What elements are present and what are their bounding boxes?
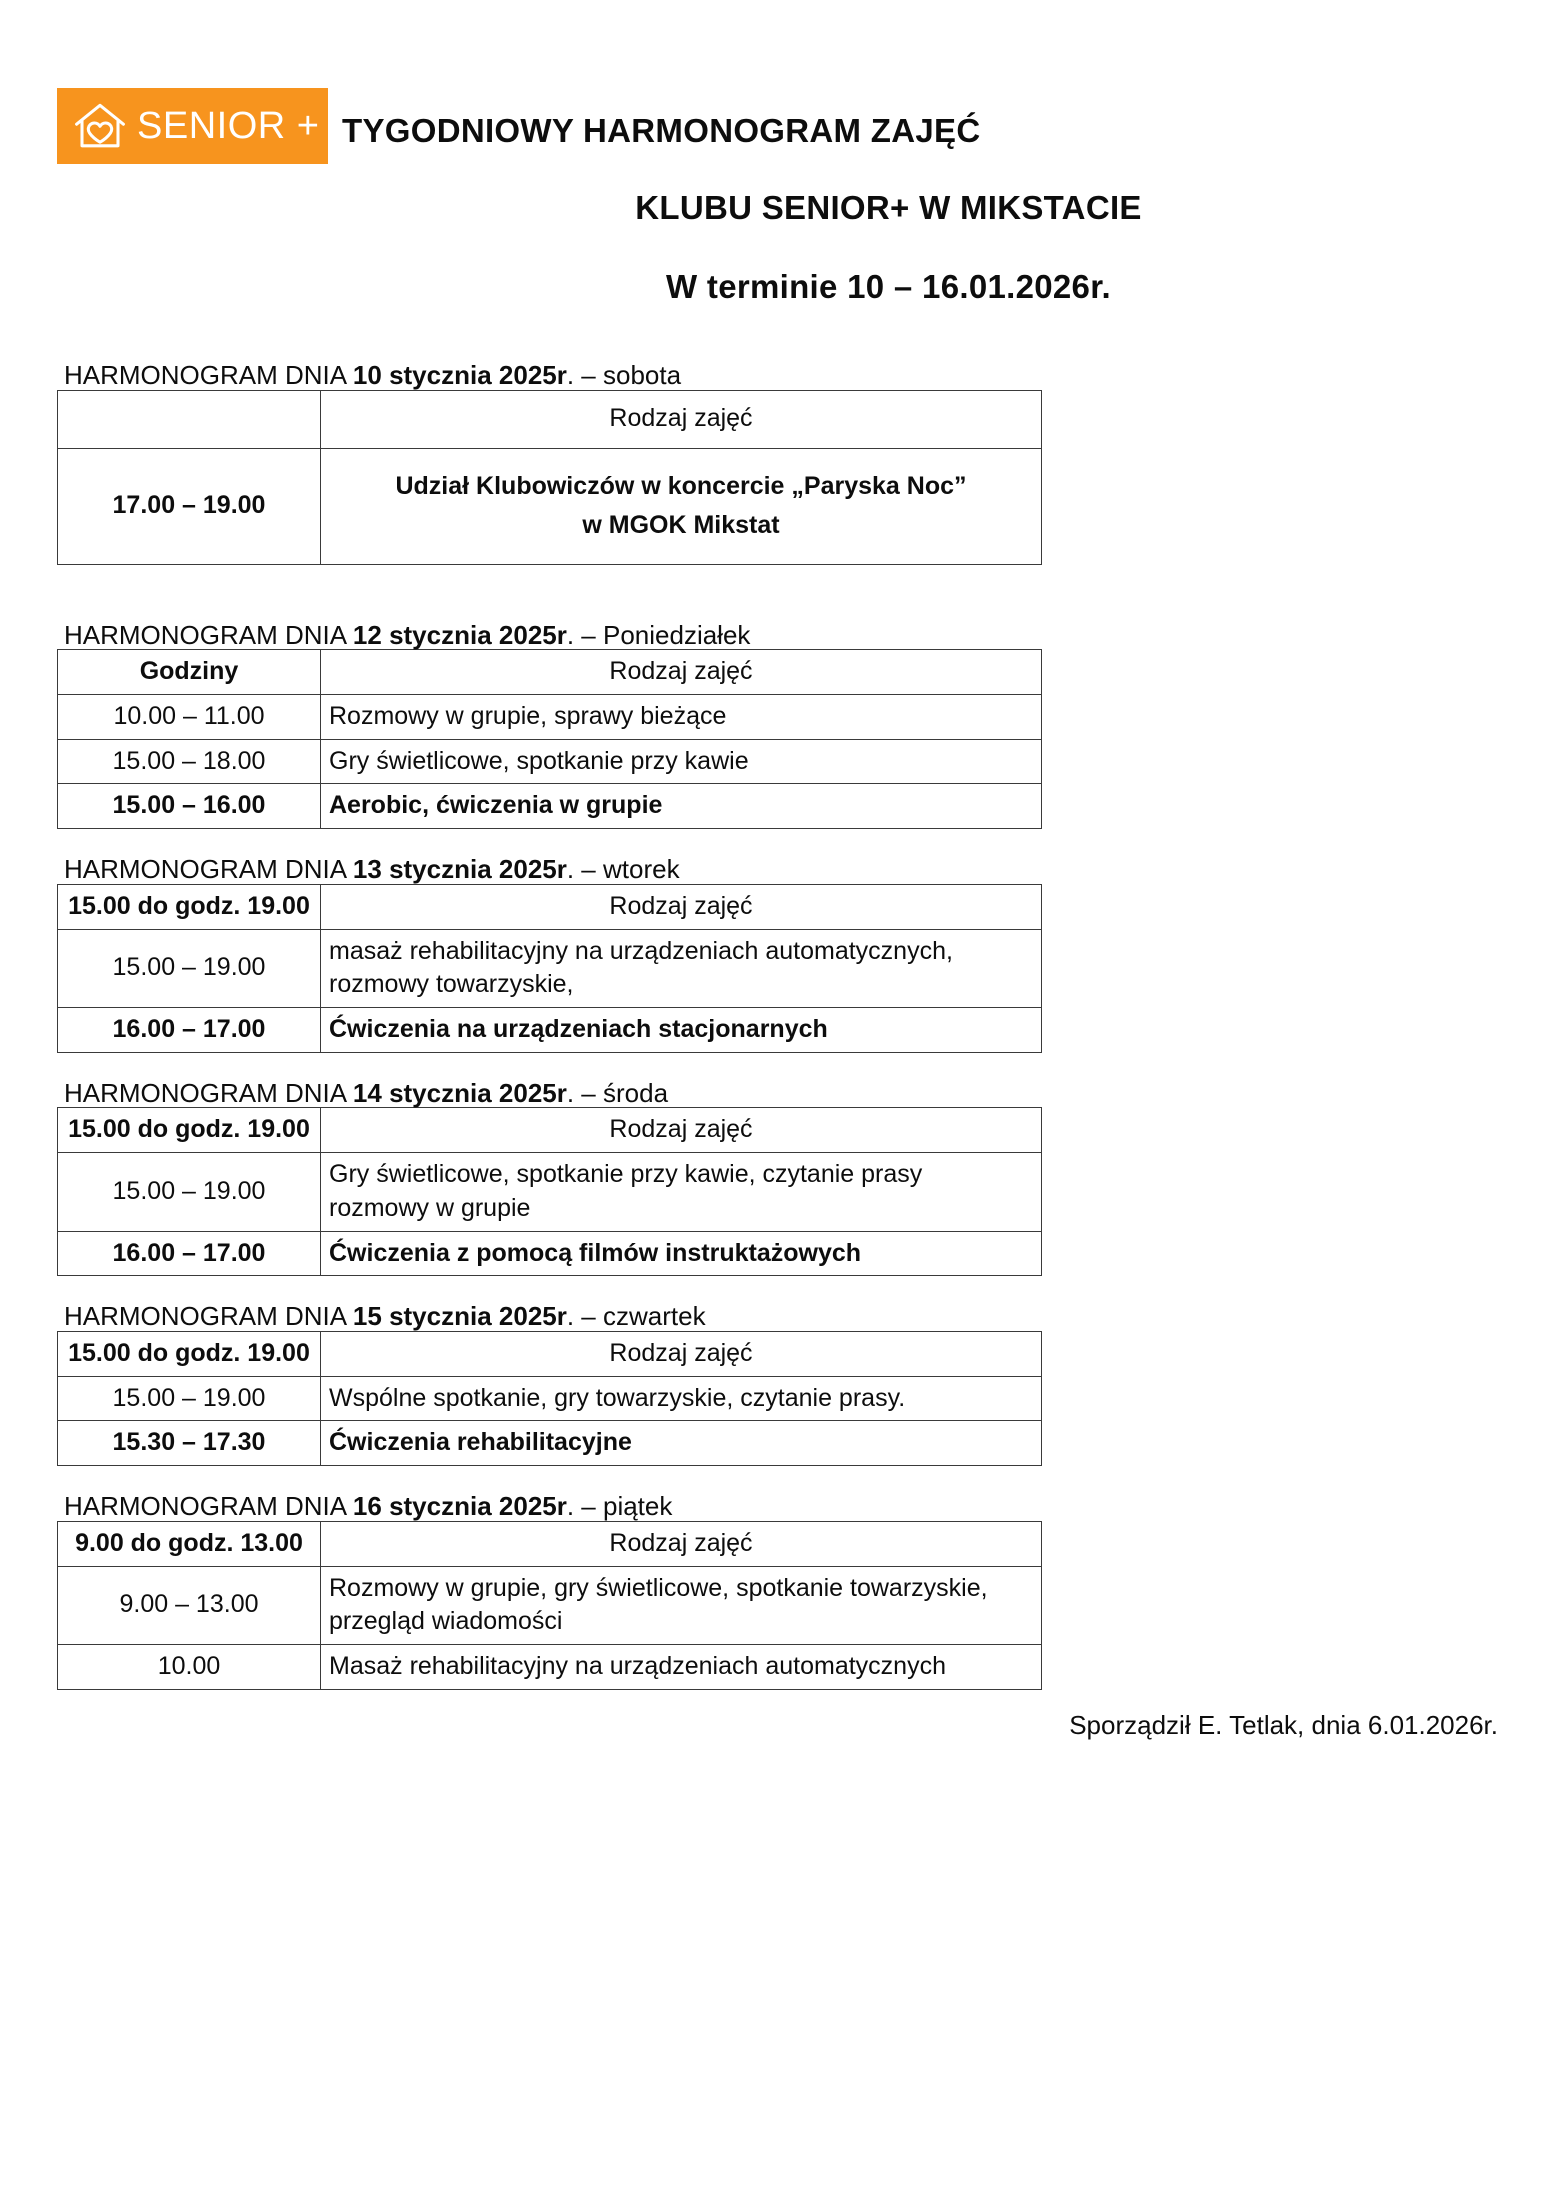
document-header (0, 0, 1555, 303)
block-spacer (0, 1276, 1555, 1302)
prepared-by-footer: Sporządził E. Tetlak, dnia 6.01.2026r. (1069, 1709, 1498, 1740)
block-spacer (0, 829, 1555, 855)
row-activity (321, 739, 1042, 784)
activity-line: Ćwiczenia rehabilitacyjne (329, 1428, 632, 1457)
table-header-row (58, 390, 1042, 448)
day-heading-date: 15 stycznia 2025r (352, 1301, 567, 1332)
page-title-line-2: KLUBU SENIOR+ W MIKSTACIE (635, 189, 1142, 226)
table-row (58, 784, 1042, 829)
row-activity (321, 694, 1042, 739)
title-block (328, 88, 1555, 303)
activity-line: masaż rehabilitacyjny na urządzeniach automatycznych, (329, 936, 953, 965)
day-heading-prefix: HARMONOGRAM DNIA (64, 1301, 353, 1332)
day-heading-suffix: . – sobota (566, 360, 682, 390)
day-heading (0, 1492, 1555, 1521)
row-activity (321, 1153, 1042, 1232)
day-heading-suffix: . – środa (566, 1077, 669, 1108)
activity-line: Rozmowy w grupie, sprawy bieżące (329, 701, 727, 730)
column-header-hours: 15.00 do godz. 19.00 (58, 1108, 321, 1153)
column-header-hours: 15.00 do godz. 19.00 (58, 884, 321, 929)
day-heading-date: 16 stycznia 2025r (352, 1491, 567, 1522)
table-row (58, 1421, 1042, 1466)
day-schedule-table (57, 1107, 1042, 1276)
table-header-row (58, 1331, 1042, 1376)
day-heading (0, 1079, 1555, 1108)
day-schedule-table (57, 390, 1042, 565)
day-heading-prefix: HARMONOGRAM DNIA (64, 360, 353, 390)
table-header-row (58, 1521, 1042, 1566)
day-heading-suffix: . – Poniedziałek (566, 619, 751, 650)
activity-line: Rozmowy w grupie, gry świetlicowe, spotkanie towarzyskie, (329, 1573, 988, 1602)
header-spacer (0, 303, 1555, 361)
day-heading-prefix: HARMONOGRAM DNIA (64, 854, 353, 885)
day-heading (0, 361, 1555, 390)
row-time: 15.00 – 18.00 (58, 739, 321, 784)
column-header-hours: Godziny (58, 650, 321, 695)
table-row (58, 694, 1042, 739)
day-blocks-container (0, 361, 1555, 1696)
activity-line: w MGOK Mikstat (582, 511, 780, 540)
day-heading-date: 14 stycznia 2025r (352, 1077, 567, 1108)
day-heading (0, 621, 1555, 650)
row-time: 15.30 – 17.30 (58, 1421, 321, 1466)
column-header-kind: Rodzaj zajęć (321, 1108, 1042, 1153)
row-activity (321, 448, 1042, 564)
activity-line: Ćwiczenia na urządzeniach stacjonarnych (329, 1015, 828, 1044)
row-time: 10.00 – 11.00 (58, 694, 321, 739)
row-time: 15.00 – 16.00 (58, 784, 321, 829)
table-header-row (58, 650, 1042, 695)
row-activity (321, 1421, 1042, 1466)
row-activity (321, 1376, 1042, 1421)
column-header-hours: 9.00 do godz. 13.00 (58, 1521, 321, 1566)
column-header-kind: Rodzaj zajęć (321, 884, 1042, 929)
table-row (58, 1153, 1042, 1232)
day-schedule-table (57, 884, 1042, 1053)
day-schedule-table (57, 1521, 1042, 1690)
page-title-line-1: TYGODNIOWY HARMONOGRAM ZAJĘĆ (342, 112, 981, 149)
column-header-kind: Rodzaj zajęć (321, 650, 1042, 695)
row-activity (321, 1008, 1042, 1053)
house-heart-icon (73, 99, 127, 153)
page-title-line-3: W terminie 10 – 16.01.2026r. (665, 268, 1111, 305)
row-activity (321, 1645, 1042, 1690)
activity-line: Udział Klubowiczów w koncercie „Paryska Noc” (395, 472, 967, 501)
block-spacer (0, 1053, 1555, 1079)
day-schedule-table (57, 649, 1042, 829)
table-row (58, 448, 1042, 564)
activity-line: przegląd wiadomości (329, 1607, 563, 1636)
table-row (58, 1376, 1042, 1421)
table-row (58, 1008, 1042, 1053)
day-heading-prefix: HARMONOGRAM DNIA (64, 1491, 353, 1522)
activity-line: Ćwiczenia z pomocą filmów instruktażowych (329, 1238, 862, 1267)
activity-line: Aerobic, ćwiczenia w grupie (329, 791, 663, 820)
column-header-kind: Rodzaj zajęć (321, 1331, 1042, 1376)
table-header-row (58, 884, 1042, 929)
table-row (58, 739, 1042, 784)
row-activity (321, 1566, 1042, 1645)
day-block (0, 621, 1555, 830)
logo-wordmark: SENIOR + (137, 105, 320, 147)
row-time: 16.00 – 17.00 (58, 1008, 321, 1053)
activity-line: Wspólne spotkanie, gry towarzyskie, czytanie prasy. (329, 1383, 906, 1412)
activity-line: Gry świetlicowe, spotkanie przy kawie, czytanie prasy (329, 1160, 923, 1189)
day-block (0, 361, 1555, 565)
day-heading-prefix: HARMONOGRAM DNIA (64, 619, 353, 650)
table-header-row (58, 1108, 1042, 1153)
day-heading-suffix: . – czwartek (566, 1301, 706, 1332)
block-spacer (0, 565, 1555, 621)
row-time: 16.00 – 17.00 (58, 1231, 321, 1276)
row-time: 10.00 (58, 1645, 321, 1690)
table-row (58, 1566, 1042, 1645)
row-time: 9.00 – 13.00 (58, 1566, 321, 1645)
day-heading-date: 12 stycznia 2025r (352, 619, 567, 650)
row-activity (321, 784, 1042, 829)
row-time: 15.00 – 19.00 (58, 1376, 321, 1421)
day-schedule-table (57, 1331, 1042, 1466)
column-header-kind: Rodzaj zajęć (321, 1521, 1042, 1566)
day-block (0, 1492, 1555, 1690)
row-time: 15.00 – 19.00 (58, 1153, 321, 1232)
activity-line: Gry świetlicowe, spotkanie przy kawie (329, 746, 749, 775)
day-heading-suffix: . – piątek (566, 1491, 673, 1522)
row-activity (321, 929, 1042, 1008)
day-heading (0, 855, 1555, 884)
table-row (58, 1645, 1042, 1690)
day-block (0, 1302, 1555, 1466)
block-spacer (0, 1466, 1555, 1492)
day-block (0, 1079, 1555, 1277)
day-block (0, 855, 1555, 1053)
day-heading-suffix: . – wtorek (566, 854, 680, 885)
table-row (58, 929, 1042, 1008)
column-header-hours (58, 390, 321, 448)
row-activity (321, 1231, 1042, 1276)
block-spacer (0, 1690, 1555, 1696)
column-header-kind: Rodzaj zajęć (321, 390, 1042, 448)
day-heading (0, 1302, 1555, 1331)
row-time: 17.00 – 19.00 (58, 448, 321, 564)
column-header-hours: 15.00 do godz. 19.00 (58, 1331, 321, 1376)
day-heading-prefix: HARMONOGRAM DNIA (64, 1077, 353, 1108)
activity-line: rozmowy towarzyskie, (329, 970, 574, 999)
activity-line: rozmowy w grupie (329, 1193, 531, 1222)
table-row (58, 1231, 1042, 1276)
day-heading-date: 10 stycznia 2025r (352, 360, 567, 390)
activity-line: Masaż rehabilitacyjny na urządzeniach automatycznych (329, 1652, 946, 1681)
senior-plus-logo (57, 88, 328, 164)
row-time: 15.00 – 19.00 (58, 929, 321, 1008)
day-heading-date: 13 stycznia 2025r (352, 854, 567, 885)
